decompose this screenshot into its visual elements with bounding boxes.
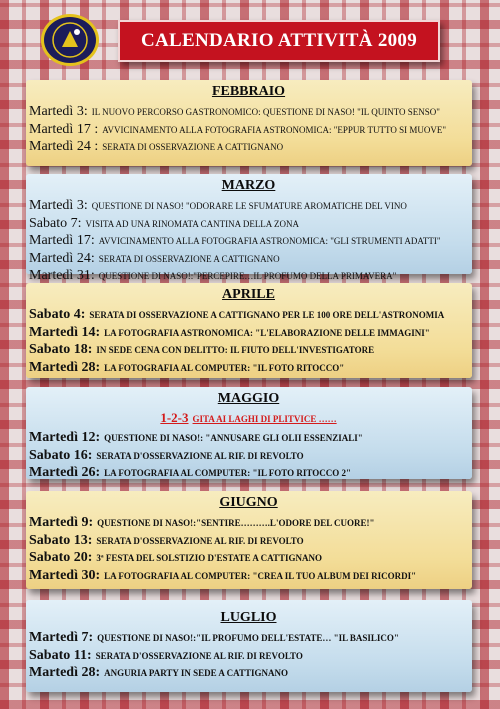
month-title-febbraio: FEBBRAIO: [211, 84, 286, 99]
event-row: [29, 359, 468, 377]
month-title-maggio: MAGGIO: [217, 391, 280, 406]
event-day: Martedì 26:: [29, 465, 101, 480]
event-day: Sabato 7:: [29, 215, 82, 231]
trip-days: 1-2-3: [160, 410, 189, 425]
event-text: SERATA DI OSSERVAZIONE A CATTIGNANO: [98, 253, 280, 264]
event-text: LA FOTOGRAFIA AL COMPUTER: "CREA IL TUO ALBUM DEI RICORDI": [104, 570, 417, 581]
event-day: Sabato 13:: [29, 532, 93, 548]
event-row: [29, 121, 468, 139]
event-day: Martedì 12:: [29, 430, 101, 445]
event-text: QUESTIONE DI NASO!:"PERCEPIRE…IL PROFUMO DELLA PRIMAVERA": [98, 271, 397, 281]
event-day: Martedì 3:: [29, 198, 88, 213]
month-title-aprile: APRILE: [222, 287, 275, 302]
event-row: [29, 514, 468, 532]
month-box-febbraio: [26, 80, 472, 166]
event-text: SERATA DI OSSERVAZIONE A CATTIGNANO PER LE 100 ORE DELL'ASTRONOMIA: [89, 310, 445, 320]
trip-announcement: [29, 410, 468, 427]
event-text: ANGURIA PARTY IN SEDE A CATTIGNANO: [104, 668, 288, 678]
club-logo: [41, 14, 99, 66]
event-text: SERATA DI OSSERVAZIONE A CATTIGNANO: [102, 142, 284, 152]
event-row: [29, 647, 468, 665]
event-text: SERATA D'OSSERVAZIONE AL RIF. DI REVOLTO: [95, 650, 303, 661]
event-day: Martedì 28:: [29, 665, 101, 680]
event-text: IL NUOVO PERCORSO GASTRONOMICO: QUESTIONE DI NASO! "IL QUINTO SENSO": [91, 107, 440, 117]
astronomy-club-logo-icon: [44, 17, 96, 63]
month-title-marzo: MARZO: [221, 178, 276, 193]
event-day: Martedì 14:: [29, 324, 101, 340]
event-text: QUESTIONE DI NASO!: "ANNUSARE GLI OLII ESSENZIALI": [104, 433, 363, 443]
event-row: [29, 447, 468, 465]
month-box-giugno: [26, 491, 472, 589]
event-text: SERATA D'OSSERVAZIONE AL RIF. DI REVOLTO: [96, 535, 304, 546]
event-day: Martedì 3:: [29, 104, 88, 119]
event-row: [29, 567, 468, 585]
event-day: Sabato 18:: [29, 342, 93, 357]
event-text: QUESTIONE DI NASO! "ODORARE LE SFUMATURE AROMATICHE DEL VINO: [91, 201, 407, 211]
page-title: CALENDARIO ATTIVITÀ 2009: [118, 20, 440, 62]
event-day: Martedì 30:: [29, 567, 101, 583]
event-text: 3ª FESTA DEL SOLSTIZIO D'ESTATE A CATTIGNANO: [96, 553, 323, 563]
event-row: [29, 324, 468, 342]
month-box-luglio: [26, 600, 472, 692]
event-day: Sabato 20:: [29, 550, 93, 565]
event-day: Martedì 7:: [29, 630, 94, 645]
event-day: Martedì 17 :: [29, 121, 99, 137]
event-text: LA FOTOGRAFIA AL COMPUTER: "IL FOTO RITOCCO 2": [104, 468, 351, 478]
month-title-luglio: LUGLIO: [220, 610, 277, 625]
event-text: QUESTIONE DI NASO!:"SENTIRE……….L'ODORE DEL CUORE!": [97, 518, 375, 528]
event-text: SERATA D'OSSERVAZIONE AL RIF. DI REVOLTO: [96, 450, 304, 461]
event-row: [29, 664, 468, 682]
event-day: Martedì 28:: [29, 359, 101, 375]
event-day: Martedì 24:: [29, 250, 95, 266]
event-day: Martedì 31:: [29, 268, 95, 283]
event-day: Martedì 9:: [29, 515, 94, 530]
event-text: VISITA AD UNA RINOMATA CANTINA DELLA ZONA: [85, 218, 300, 229]
event-day: Sabato 4:: [29, 307, 86, 322]
event-row: [29, 267, 468, 285]
event-text: LA FOTOGRAFIA AL COMPUTER: "IL FOTO RITOCCO": [104, 362, 345, 373]
event-row: [29, 103, 468, 121]
event-text: AVVICINAMENTO ALLA FOTOGRAFIA ASTRONOMICA: "EPPUR TUTTO SI MUOVE": [102, 124, 447, 135]
event-row: [29, 215, 468, 233]
event-text: QUESTIONE DI NASO!:"IL PROFUMO DELL'ESTATE… "IL BASILICO": [97, 633, 399, 643]
event-row: [29, 629, 468, 647]
event-row: [29, 429, 468, 447]
month-box-aprile: [26, 283, 472, 378]
event-row: [29, 464, 468, 482]
event-day: Sabato 11:: [29, 647, 92, 663]
event-text: IN SEDE CENA CON DELITTO: IL FIUTO DELL'INVESTIGATORE: [96, 345, 375, 355]
trip-text: GITA AI LAGHI DI PLITVICE ……: [192, 414, 337, 424]
event-row: [29, 341, 468, 359]
event-row: [29, 138, 468, 156]
event-row: [29, 250, 468, 268]
event-row: [29, 532, 468, 550]
event-row: [29, 232, 468, 250]
month-box-marzo: [26, 174, 472, 283]
event-day: Martedì 17:: [29, 233, 95, 248]
event-row: [29, 197, 468, 215]
event-day: Sabato 16:: [29, 447, 93, 463]
event-row: [29, 306, 468, 324]
event-day: Martedì 24 :: [29, 139, 99, 154]
event-row: [29, 549, 468, 567]
event-text: LA FOTOGRAFIA ASTRONOMICA: "L'ELABORAZIONE DELLE IMMAGINI": [104, 327, 430, 338]
event-text: AVVICINAMENTO ALLA FOTOGRAFIA ASTRONOMICA: "GLI STRUMENTI ADATTI": [98, 236, 441, 246]
month-box-maggio: [26, 387, 472, 479]
month-title-giugno: GIUGNO: [219, 495, 278, 510]
